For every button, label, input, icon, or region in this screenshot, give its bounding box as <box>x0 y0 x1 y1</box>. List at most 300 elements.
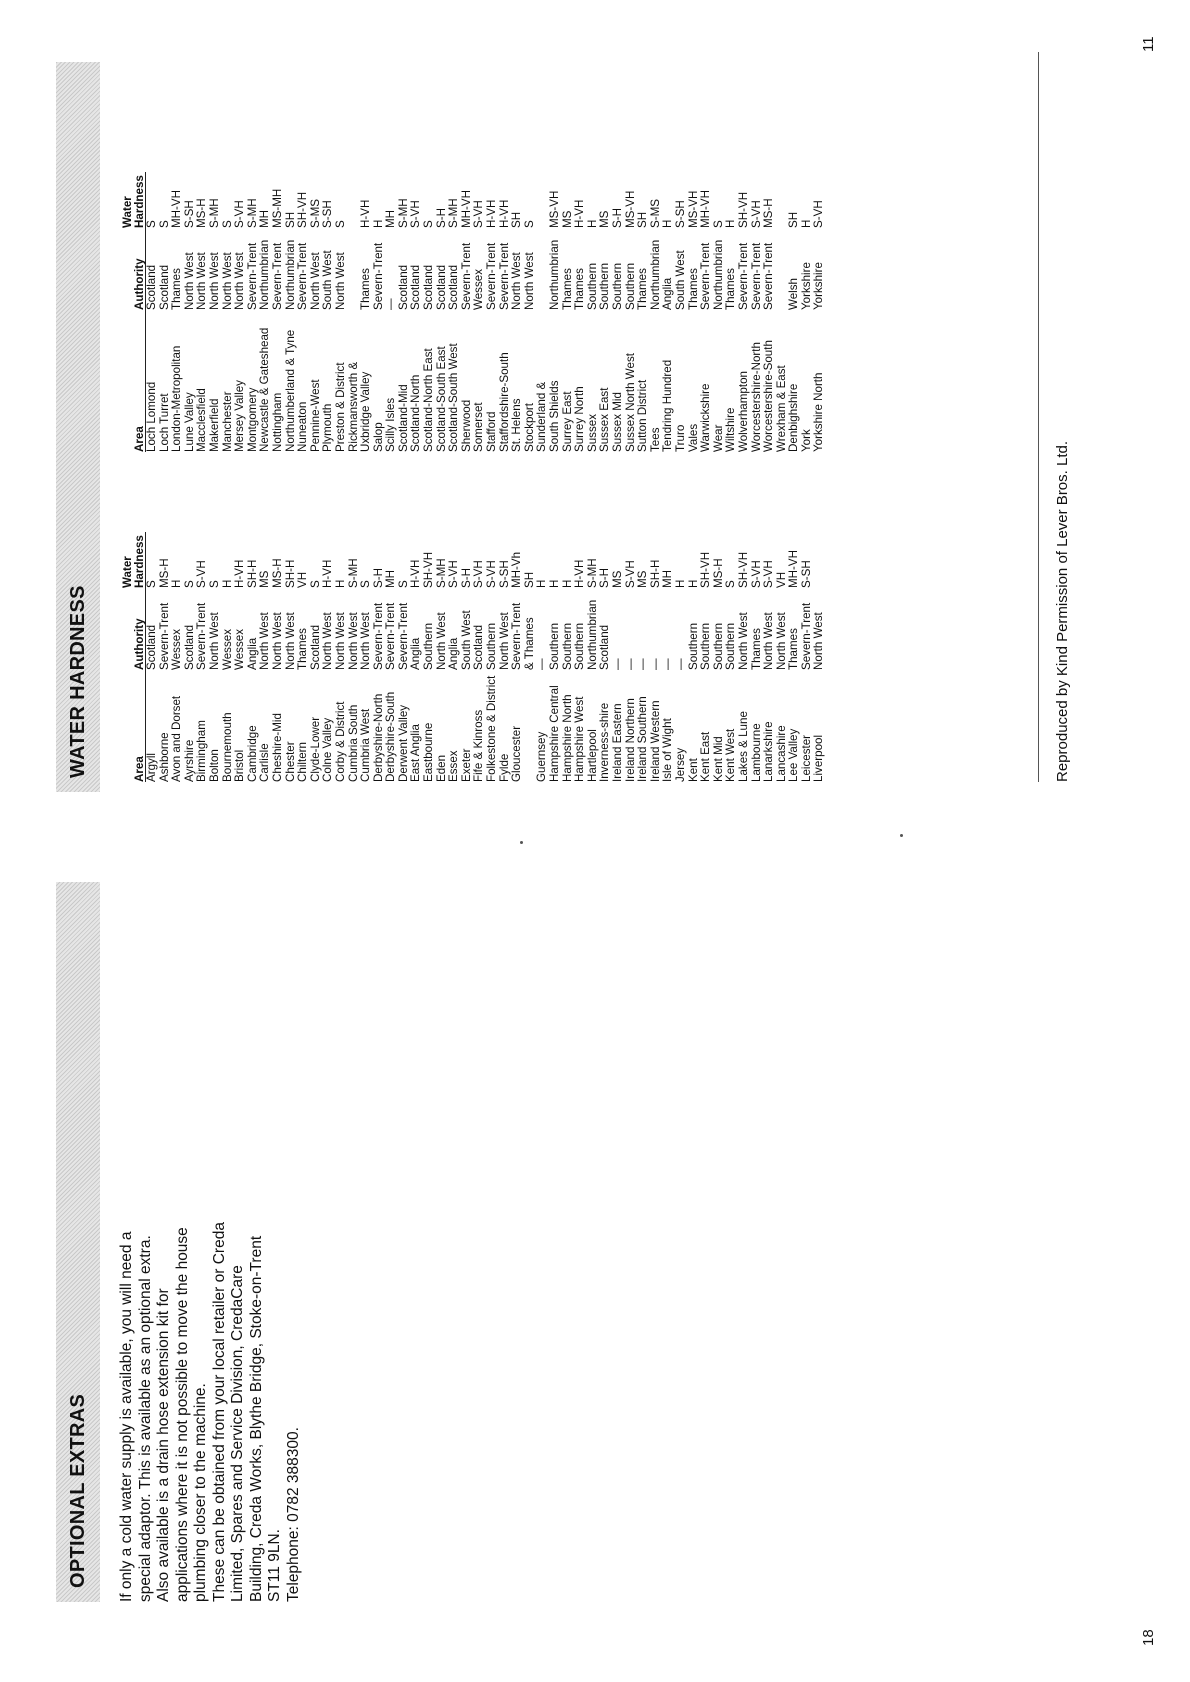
table-row <box>146 172 159 452</box>
hardness-cell: S <box>724 580 738 588</box>
area-cell: Plymouth <box>321 403 335 452</box>
area-cell: Lanarkshire <box>762 721 776 782</box>
hardness-cell: MS <box>258 570 272 588</box>
area-cell: Jersey <box>673 747 687 782</box>
hardness-cell: H-VH <box>573 559 587 588</box>
hardness-cell: SH <box>787 211 801 228</box>
area-cell: Worcestershire-South <box>762 340 776 452</box>
table-row <box>675 532 688 782</box>
hardness-cell: S-H <box>371 568 385 588</box>
authority-cell: Thames <box>170 268 184 310</box>
hardness-cell: S-VH <box>409 200 423 228</box>
area-cell: Cumbria West <box>359 708 373 782</box>
area-cell: Surrey North <box>573 386 587 452</box>
hardness-cell: S-MH <box>346 558 360 588</box>
authority-cell: Wessex <box>233 628 247 670</box>
authority-cell: North West <box>220 252 234 310</box>
hardness-cell: S <box>308 580 322 588</box>
hardness-cell: S-MH <box>585 558 599 588</box>
area-cell: Derbyshire-South <box>384 691 398 782</box>
area-cell: Scotland-South West <box>447 343 461 452</box>
authority-cell: Scotland <box>182 624 196 670</box>
area-cell: Manchester <box>220 391 234 452</box>
table-row <box>423 172 436 452</box>
authority-cell: Anglia <box>409 637 423 670</box>
table-row <box>788 532 801 782</box>
authority-cell: North West <box>258 612 272 670</box>
area-cell: Somerset <box>472 402 486 452</box>
hardness-cell: H-VH <box>573 199 587 228</box>
authority-cell: Severn-Trent <box>371 242 385 310</box>
table-row <box>574 532 587 782</box>
authority-cell: North West <box>762 612 776 670</box>
area-cell: Hartlepool <box>585 729 599 782</box>
hardness-cell: S-SH <box>799 560 813 588</box>
authority-cell: Severn-Trent <box>371 602 385 670</box>
right-page-number: 11 <box>1140 36 1157 52</box>
hardness-cell: SH-VH <box>699 551 713 588</box>
hardness-cell: S-VH <box>749 200 763 228</box>
area-cell: Scotland-North <box>409 374 423 452</box>
area-cell: Folkestone & District <box>485 675 499 782</box>
area-cell: Loch Turret <box>157 393 171 452</box>
area-cell: Cambridge <box>245 725 259 782</box>
hardness-cell: S <box>145 220 158 228</box>
table-header <box>122 172 146 452</box>
area-cell: Hampshire Central <box>548 685 561 782</box>
paragraph: If only a cold water supply is available, you will need a special adaptor. This is available as an optional extra. <box>118 1231 154 1602</box>
authority-cell: Anglia <box>447 637 461 670</box>
hardness-cell: H <box>673 579 687 588</box>
area-cell: Wolverhampton <box>736 371 750 452</box>
area-cell: Mersey Valley <box>233 380 247 452</box>
table-row <box>549 532 562 782</box>
area-cell: Lee Valley <box>787 728 801 782</box>
table-body <box>146 532 827 782</box>
hardness-cell: SH-VH <box>736 191 750 228</box>
authority-cell: Southern <box>623 262 637 310</box>
authority-cell: Scotland <box>308 624 322 670</box>
authority-cell: Severn-Trent <box>245 242 259 310</box>
permission-credit: Reproduced by Kind Permission of Lever Bros. Ltd. <box>1054 440 1071 782</box>
area-cell: Eastbourne <box>422 722 436 782</box>
area-cell: Bolton <box>207 749 221 782</box>
area-cell: Uxbridge Valley <box>359 371 373 452</box>
authority-cell: Southern <box>598 262 612 310</box>
authority-cell: Northumbrian <box>648 239 662 310</box>
authority-cell: — <box>648 658 662 670</box>
hardness-cell: S <box>333 220 347 228</box>
authority-cell: South West <box>673 250 687 310</box>
authority-cell: — <box>661 658 675 670</box>
hardness-cell: S <box>422 220 436 228</box>
authority-cell: Scotland <box>157 264 171 310</box>
table-row <box>574 172 587 452</box>
hardness-cell: MS-H <box>711 558 725 588</box>
area-cell: Cheshire-Mid <box>270 713 284 782</box>
authority-cell: — <box>610 658 624 670</box>
hardness-cell: MS-H <box>157 558 171 588</box>
authority-cell: Severn-Trent <box>799 602 813 670</box>
area-cell: Rickmansworth & <box>346 361 360 452</box>
table-row <box>272 532 285 782</box>
hardness-cell: H-VH <box>233 559 247 588</box>
area-cell: Stafford <box>485 411 499 452</box>
area-cell: Chiltern <box>296 742 310 782</box>
hardness-cell: SH <box>283 211 297 228</box>
authority-cell: North West <box>359 612 373 670</box>
authority-cell: Severn-Trent <box>485 242 499 310</box>
hardness-cell: MS-VH <box>686 190 700 228</box>
table-row <box>360 532 373 782</box>
hardness-cell <box>813 532 826 588</box>
area-cell: Chester <box>283 741 297 782</box>
area-cell: Yorkshire North <box>812 372 826 452</box>
authority-cell: Scotland <box>422 264 436 310</box>
hardness-cell: H <box>548 579 561 588</box>
authority-cell: Northumbrian <box>585 599 599 670</box>
area-cell: Fylde <box>497 753 511 782</box>
hardness-cell: SH-H <box>245 559 259 588</box>
water-hardness-heading: WATER HARDNESS <box>66 585 89 778</box>
hardness-cell: S-SH <box>182 200 196 228</box>
hardness-cell: S <box>182 580 196 588</box>
hardness-cell: VH <box>774 571 788 588</box>
table-row <box>171 172 184 452</box>
hardness-cell: MH-VH <box>699 190 713 228</box>
area-cell: Makerfield <box>207 398 221 452</box>
area-cell: Truro <box>673 424 687 452</box>
table-row <box>423 532 436 782</box>
hardness-cell: H <box>170 579 184 588</box>
hardness-cell: H-VH <box>359 199 373 228</box>
hardness-cell: H-VH <box>497 199 511 228</box>
table-row <box>612 532 625 782</box>
area-cell: Clyde-Lower <box>308 716 322 782</box>
hardness-cell: S-VH <box>472 560 486 588</box>
authority-cell: Severn-Trent <box>749 242 763 310</box>
authority-cell: Northumbrian <box>548 239 561 310</box>
hardness-table-left <box>122 532 826 782</box>
hardness-cell: S-MH <box>434 558 448 588</box>
authority-cell: Thames <box>749 628 763 670</box>
authority-cell: North West <box>522 252 536 310</box>
area-cell: Surrey East <box>560 391 574 452</box>
area-cell: Preston & District <box>333 362 347 452</box>
area-cell: Ayrshire <box>182 739 196 782</box>
table-row <box>763 172 776 452</box>
authority-cell: Severn-Trent <box>384 602 398 670</box>
water-hardness-banner <box>56 62 100 792</box>
area-cell: Ireland Northern <box>623 698 637 782</box>
optional-extras-banner <box>56 882 100 1602</box>
authority-cell: North West <box>510 252 524 310</box>
hardness-cell: S <box>396 580 410 588</box>
area-cell: Carlisle <box>258 743 272 782</box>
scan-mark <box>900 834 903 837</box>
hardness-cell: VH <box>296 571 310 588</box>
table-row <box>297 532 310 782</box>
authority-cell: North West <box>195 252 209 310</box>
table-row <box>171 532 184 782</box>
hardness-cell: H <box>661 219 675 228</box>
hardness-cell: S-VH <box>762 560 776 588</box>
col-authority: Authority <box>122 588 146 670</box>
authority-cell: South West <box>321 250 335 310</box>
hardness-cell: MH <box>258 209 272 228</box>
table-row <box>700 172 713 452</box>
table-row <box>511 172 524 452</box>
authority-cell: Southern <box>422 622 436 670</box>
hardness-cell: MS-VH <box>548 190 561 228</box>
hardness-cell: H-VH <box>485 199 499 228</box>
hardness-cell: S-SH <box>673 200 687 228</box>
area-cell: Derbyshire-North <box>371 693 385 782</box>
area-cell: Nuneaton <box>296 401 310 452</box>
authority-cell: Anglia <box>245 637 259 670</box>
table-row <box>272 172 285 452</box>
area-cell: Loch Lomond <box>145 381 158 452</box>
area-cell: Kent Mid <box>711 736 725 782</box>
area-cell: Northumberland & Tyne <box>283 329 297 452</box>
authority-cell: North West <box>308 252 322 310</box>
authority-cell: Severn-Trent <box>459 242 473 310</box>
area-cell: Scilly Isles <box>384 397 398 452</box>
authority-cell: Scotland <box>434 264 448 310</box>
table-row <box>209 172 222 452</box>
hardness-cell: S-MH <box>447 198 461 228</box>
area-cell: Bournemouth <box>220 712 234 782</box>
area-cell: Scotland-North East <box>422 348 436 452</box>
area-cell: Leicester <box>799 734 813 782</box>
area-cell: Essex <box>447 750 461 782</box>
authority-cell: North West <box>333 252 347 310</box>
hardness-cell: S <box>359 580 373 588</box>
table-row <box>637 532 650 782</box>
area-cell: Eden <box>434 754 448 782</box>
authority-cell: Yorkshire <box>812 262 826 310</box>
hardness-cell: S-H <box>610 208 624 228</box>
area-cell: Kent West <box>724 728 738 782</box>
hardness-cell: S-VH <box>447 560 461 588</box>
authority-cell: North West <box>233 252 247 310</box>
area-cell: York <box>799 429 813 452</box>
hardness-cell: SH <box>510 211 524 228</box>
hardness-cell: S-H <box>459 568 473 588</box>
hardness-cell: MS <box>560 210 574 228</box>
authority-cell: Severn-Trent <box>736 242 750 310</box>
table-row <box>813 532 826 782</box>
area-cell: Avon and Dorset <box>170 695 184 782</box>
area-cell: Bristol <box>233 749 247 782</box>
authority-cell: Southern <box>610 262 624 310</box>
authority-cell: Thames <box>296 628 310 670</box>
authority-cell: North West <box>182 252 196 310</box>
table-row <box>763 532 776 782</box>
authority-cell: Welsh <box>787 277 801 310</box>
authority-cell: South West <box>459 610 473 670</box>
hardness-cell: H <box>560 579 574 588</box>
authority-cell: North West <box>736 612 750 670</box>
authority-cell: Scotland <box>472 624 486 670</box>
area-cell: Guernsey <box>535 731 549 782</box>
area-cell: Lakes & Lune <box>736 711 750 782</box>
area-cell: Lune Valley <box>182 392 196 452</box>
hardness-cell: S-MS <box>648 199 662 228</box>
authority-cell: Southern <box>485 622 499 670</box>
hardness-cell: MS-MH <box>270 188 284 228</box>
area-cell: Lambourne <box>749 723 763 782</box>
area-cell: Cumbria South <box>346 704 360 782</box>
hardness-cell: SH-VH <box>736 551 750 588</box>
area-cell: Ireland Western <box>648 700 662 782</box>
table-header <box>122 532 146 782</box>
table-row <box>448 172 461 452</box>
left-page-number: 18 <box>1140 1629 1157 1646</box>
area-cell: South Shields <box>548 380 561 452</box>
hardness-cell: SH-VH <box>422 551 436 588</box>
area-cell: Kent <box>686 758 700 782</box>
area-cell: Ireland Southern <box>636 696 650 782</box>
hardness-cell: MH <box>384 569 398 588</box>
authority-cell: Yorkshire <box>799 262 813 310</box>
authority-cell: Severn-Trent <box>270 242 284 310</box>
authority-cell: Thames <box>573 268 587 310</box>
authority-cell: North West <box>321 612 335 670</box>
area-cell: Liverpool <box>812 734 826 782</box>
table-row <box>335 172 348 452</box>
authority-cell: Scotland <box>145 264 158 310</box>
hardness-cell: H <box>686 579 700 588</box>
hardness-cell: MH-VH <box>787 550 801 588</box>
authority-cell: North West <box>207 252 221 310</box>
hardness-cell: S-VH <box>195 560 209 588</box>
table-row <box>612 172 625 452</box>
col-area: Area <box>122 670 146 782</box>
area-cell: Derwent Valley <box>396 704 410 782</box>
authority-cell: Anglia <box>661 277 675 310</box>
table-row <box>146 532 159 782</box>
hardness-cell: S-MH <box>396 198 410 228</box>
hardness-cell: S-VH <box>485 560 499 588</box>
authority-cell: — <box>636 658 650 670</box>
optional-extras-body <box>118 1222 303 1602</box>
area-cell: St. Helens <box>510 398 524 452</box>
hardness-cell: S <box>711 220 725 228</box>
hardness-cell: S-VH <box>749 560 763 588</box>
bottom-rule <box>1038 52 1039 782</box>
table-row <box>700 532 713 782</box>
hardness-cell: MS <box>636 570 650 588</box>
authority-cell: Severn-Trent <box>510 602 524 670</box>
hardness-cell: SH <box>636 211 650 228</box>
hardness-cell: H <box>724 219 738 228</box>
area-cell: Sussex <box>585 413 599 452</box>
table-row <box>788 172 801 452</box>
hardness-cell: MS-VH <box>623 190 637 228</box>
table-row <box>335 532 348 782</box>
authority-cell: Scotland <box>409 264 423 310</box>
hardness-cell: S <box>522 220 536 228</box>
authority-cell: Northumbrian <box>283 239 297 310</box>
hardness-cell: S <box>145 580 158 588</box>
area-cell: Argyll <box>145 753 158 782</box>
hardness-cell: S-VH <box>472 200 486 228</box>
authority-cell: & Thames <box>522 617 536 670</box>
authority-cell: Thames <box>636 268 650 310</box>
area-cell: Salop <box>371 422 385 452</box>
area-cell: Staffordshire-South <box>497 352 511 452</box>
hardness-cell: S-H <box>434 208 448 228</box>
authority-cell: Severn-Trent <box>497 242 511 310</box>
area-cell: Exeter <box>459 748 473 782</box>
authority-cell: Thames <box>724 268 738 310</box>
hardness-cell: SH-H <box>648 559 662 588</box>
area-cell: Fife & Kinross <box>472 709 486 782</box>
paragraph: These can be obtained from your local retailer or Creda Limited, Spares and Service Division, CredaCare Building, Creda Works, Blythe Bridge, Stoke-on-Trent ST11 9LN. <box>210 1222 283 1602</box>
authority-cell: North West <box>333 612 347 670</box>
authority-cell: Scotland <box>396 264 410 310</box>
area-cell: Nottingham <box>270 392 284 452</box>
authority-cell: — <box>535 658 549 670</box>
area-cell: Lancashire <box>774 725 788 782</box>
area-cell: Ireland Eastern <box>610 703 624 782</box>
area-cell: Kent East <box>699 731 713 782</box>
authority-cell: Scotland <box>598 624 612 670</box>
col-area: Area <box>122 310 146 452</box>
area-cell: Colne Valley <box>321 717 335 782</box>
table-row <box>385 532 398 782</box>
authority-cell: North West <box>774 612 788 670</box>
hardness-cell: MH <box>661 569 675 588</box>
area-cell: Wiltshire <box>724 407 738 452</box>
authority-cell: Severn-Trent <box>296 242 310 310</box>
table-row <box>637 172 650 452</box>
table-row <box>209 532 222 782</box>
area-cell: Isle of Wight <box>661 718 675 782</box>
hardness-cell: SH <box>522 571 536 588</box>
hardness-cell: MS-H <box>270 558 284 588</box>
hardness-cell: S-MH <box>245 198 259 228</box>
authority-cell: Severn-Trent <box>762 242 776 310</box>
area-cell: Wrexham & East <box>774 365 788 452</box>
area-cell: Sherwood <box>459 399 473 452</box>
authority-cell: Thames <box>560 268 574 310</box>
table-row <box>675 172 688 452</box>
paragraph: Also available is a drain hose extension kit for applications where it is not possible to move the house plumbing closer to the machine. <box>155 1227 209 1602</box>
area-cell: Macclesfield <box>195 388 209 452</box>
hardness-cell: SH-H <box>283 559 297 588</box>
authority-cell: — <box>673 658 687 670</box>
table-row <box>234 172 247 452</box>
hardness-cell: MS <box>610 570 624 588</box>
authority-cell: Northumbrian <box>258 239 272 310</box>
table-row <box>297 172 310 452</box>
table-row <box>486 532 499 782</box>
hardness-cell: MH <box>384 209 398 228</box>
col-hardness: Water Hardness <box>122 172 146 228</box>
hardness-cell: H <box>220 579 234 588</box>
authority-cell: Thames <box>787 628 801 670</box>
hardness-cell: MH-VH <box>459 190 473 228</box>
hardness-cell: S <box>207 580 221 588</box>
hardness-cell: S-H <box>598 568 612 588</box>
table-row <box>549 172 562 452</box>
area-cell: Pennine-West <box>308 379 322 452</box>
authority-cell: Severn-Trent <box>157 602 171 670</box>
authority-cell: Scotland <box>447 264 461 310</box>
authority-cell: Thames <box>686 268 700 310</box>
